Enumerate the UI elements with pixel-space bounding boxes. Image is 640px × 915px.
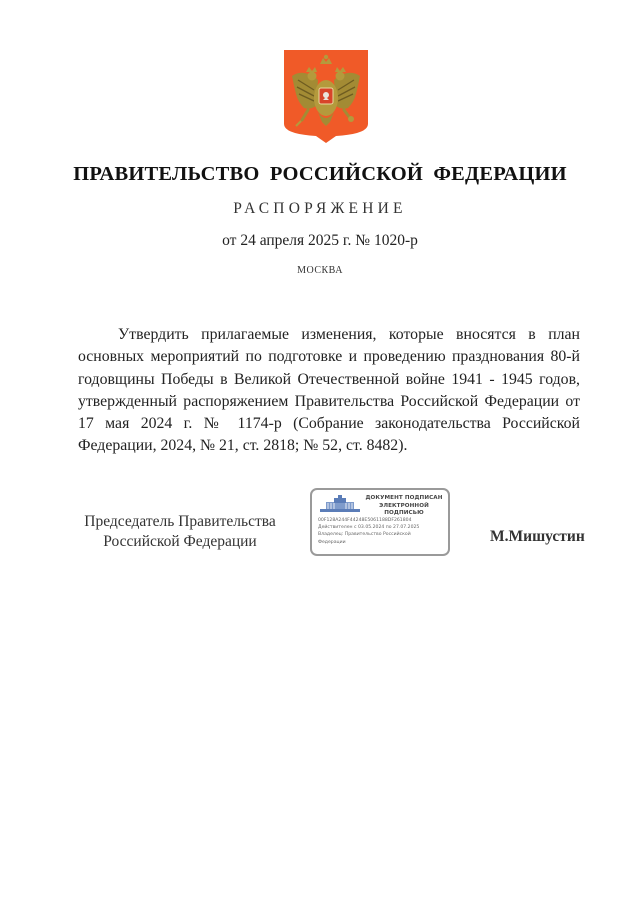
government-building-icon (320, 495, 360, 512)
coat-of-arms-emblem (284, 50, 368, 143)
signatory-position-line1: Председатель Правительства (84, 513, 276, 530)
stamp-owner-line2: Федерации (318, 539, 346, 545)
document-city: МОСКВА (297, 265, 343, 276)
signatory-position-line2: Российской Федерации (103, 533, 257, 550)
stamp-certificate: 00F128A244F44248E5061188DF261804 (318, 518, 412, 523)
document-type: РАСПОРЯЖЕНИЕ (233, 200, 407, 217)
stamp-validity: Действителен с 03.05.2024 по 27.07.2025 (318, 525, 420, 531)
signatory-name: М.Мишустин (490, 528, 585, 545)
body-paragraph: Утвердить прилагаемые изменения, которые вносятся в план основных мероприятий по подготовке и проведению празднования 80-й годовщины Победы в Великой Отечественной войне 1941 - 1945 годов, утвержденный распоряжением Правительства Российской Федерации от 17 мая 2024 г. № 1174-р (Собрание законодательства Российской Федерации, 2024, № 21, ст. 2818; № 52, ст. 8482). (78, 326, 580, 455)
signatory-position (80, 512, 280, 552)
stamp-title (362, 495, 446, 518)
electronic-signature-stamp (310, 488, 450, 556)
russian-coat-of-arms-icon (284, 50, 368, 143)
stamp-details (318, 517, 448, 546)
stamp-title-line1: ДОКУМЕНТ ПОДПИСАН (365, 495, 443, 501)
document-body (78, 324, 580, 458)
stamp-title-line2: ЭЛЕКТРОННОЙ ПОДПИСЬЮ (379, 502, 429, 516)
issuer-title: ПРАВИТЕЛЬСТВО РОССИЙСКОЙ ФЕДЕРАЦИИ (73, 163, 567, 185)
stamp-owner-line1: Владелец: Правительство Российской (318, 532, 411, 538)
stamp-header (318, 493, 446, 515)
document-date-number: от 24 апреля 2025 г. № 1020-р (222, 232, 418, 249)
